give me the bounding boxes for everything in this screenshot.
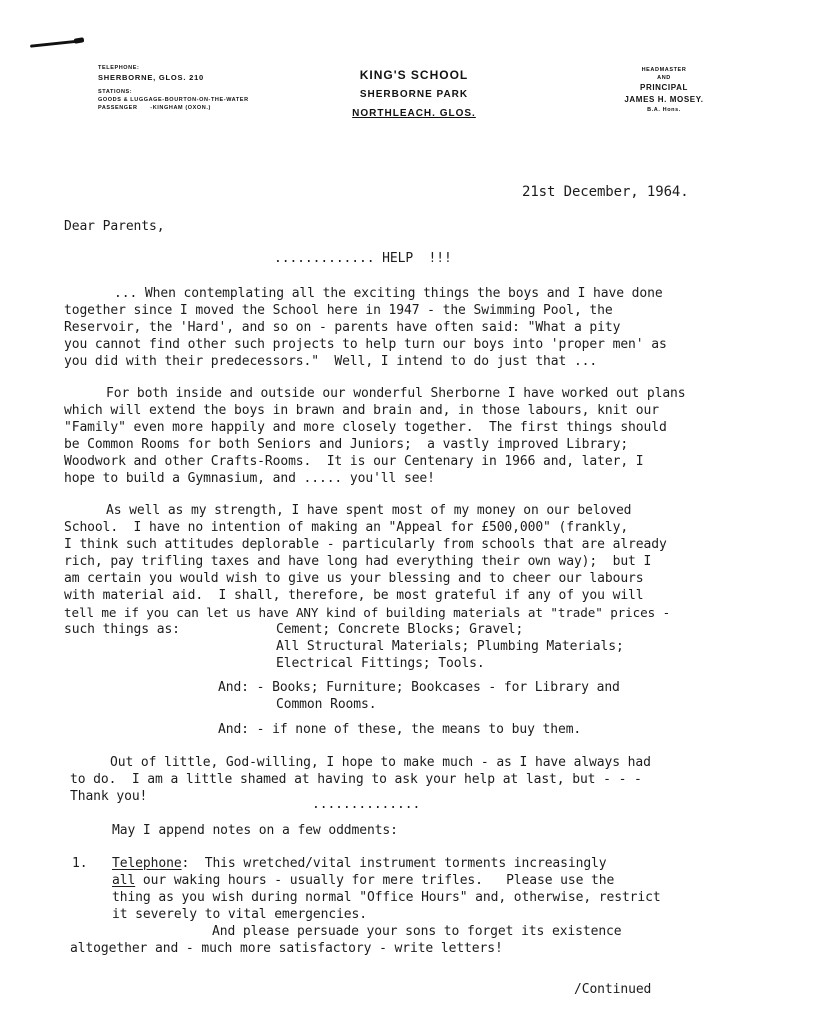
note-first-line (112, 855, 607, 872)
and-label: AND (657, 75, 671, 81)
pen-mark-tip (74, 37, 85, 44)
note-second-line (112, 872, 614, 889)
telephone-label: TELEPHONE: (98, 65, 140, 71)
school-town: NORTHLEACH. GLOS. (352, 108, 476, 119)
materials-item: Electrical Fittings; Tools. (276, 656, 485, 671)
help-heading: ............. HELP !!! (274, 251, 452, 266)
note-second-rest: our waking hours - usually for mere trifles. Please use the (135, 873, 615, 888)
para3-line: with material aid. I shall, therefore, be most grateful if any of you will (64, 588, 644, 603)
para2-line: For both inside and outside our wonderful Sherborne I have worked out plans (106, 386, 686, 401)
note-first-rest: : This wretched/vital instrument torments increasingly (181, 856, 607, 871)
materials-item: All Structural Materials; Plumbing Materials; (276, 639, 624, 654)
letterhead-principal (598, 66, 730, 114)
para3-line: such things as: (64, 622, 180, 637)
note-last-line: altogether and - much more satisfactory - write letters! (70, 941, 503, 956)
para4-line: to do. I am a little shamed at having to ask your help at last, but - - - (70, 772, 642, 787)
telephone-value: SHERBORNE, GLOS. 210 (98, 73, 205, 82)
letterhead-contact (98, 64, 249, 112)
para2-line: "Family" even more happily and more closely together. The first things should (64, 420, 667, 435)
dots-separator: .............. (312, 797, 421, 812)
para1-line: you did with their predecessors." Well, I intend to do just that ... (64, 354, 598, 369)
stations-label: STATIONS: (98, 89, 133, 95)
materials-item: Cement; Concrete Blocks; Gravel; (276, 622, 524, 637)
para4-line: Thank you! (70, 789, 148, 804)
school-name: KING'S SCHOOL (359, 68, 469, 82)
para3-line: As well as my strength, I have spent most of my money on our beloved (106, 503, 632, 518)
and-books-line: Common Rooms. (276, 697, 377, 712)
note-please-line: And please persuade your sons to forget its existence (212, 924, 622, 939)
and-books-line: And: - Books; Furniture; Bookcases - for Library and (218, 680, 620, 695)
para3-line: am certain you would wish to give us your blessing and to cheer our labours (64, 571, 644, 586)
para2-line: Woodwork and other Crafts-Rooms. It is our Centenary in 1966 and, later, I (64, 454, 644, 469)
note-keyword: Telephone (112, 856, 182, 871)
para3-line: rich, pay trifling taxes and have long had everything their own way); but I (64, 554, 652, 569)
letter-date: 21st December, 1964. (522, 184, 689, 200)
note-all-word: all (112, 873, 136, 888)
passenger-line: PASSENGER -KINGHAM (OXON.) (98, 105, 211, 111)
para3-line: School. I have no intention of making an "Appeal for £500,000" (frankly, (64, 520, 629, 535)
para1-line: you cannot find other such projects to help turn our boys into 'proper men' as (64, 337, 667, 352)
principal-label: PRINCIPAL (640, 83, 688, 92)
salutation: Dear Parents, (64, 219, 165, 234)
letterhead-school (334, 66, 494, 123)
note-number: 1. (72, 856, 88, 871)
note-line: it severely to vital emergencies. (112, 907, 367, 922)
continued-label: /Continued (574, 982, 652, 997)
para1-line: together since I moved the School here in 1947 - the Swimming Pool, the (64, 303, 613, 318)
principal-degree: B.A. Hons. (647, 107, 681, 113)
para2-line: be Common Rooms for both Seniors and Juniors; a vastly improved Library; (64, 437, 629, 452)
para4-line: Out of little, God-willing, I hope to make much - as I have always had (110, 755, 651, 770)
para2-line: which will extend the boys in brawn and brain and, in those labours, knit our (64, 403, 659, 418)
para3-line: I think such attitudes deplorable - particularly from schools that are already (64, 537, 667, 552)
append-line: May I append notes on a few oddments: (112, 823, 398, 838)
headmaster-label: HEADMASTER (641, 67, 687, 73)
para2-line: hope to build a Gymnasium, and ..... you'll see! (64, 471, 435, 486)
school-park: SHERBORNE PARK (359, 89, 469, 100)
para1-line: ... When contemplating all the exciting things the boys and I have done (114, 286, 663, 301)
para3-line: tell me if you can let us have ANY kind of building materials at "trade" prices - (64, 605, 671, 620)
goods-line: GOODS & LUGGAGE-BOURTON-ON-THE-WATER (98, 97, 249, 103)
and-means-line: And: - if none of these, the means to buy them. (218, 722, 582, 737)
principal-name: JAMES H. MOSEY. (624, 95, 704, 104)
note-line: thing as you wish during normal "Office Hours" and, otherwise, restrict (112, 890, 661, 905)
para1-line: Reservoir, the 'Hard', and so on - parents have often said: "What a pity (64, 320, 621, 335)
